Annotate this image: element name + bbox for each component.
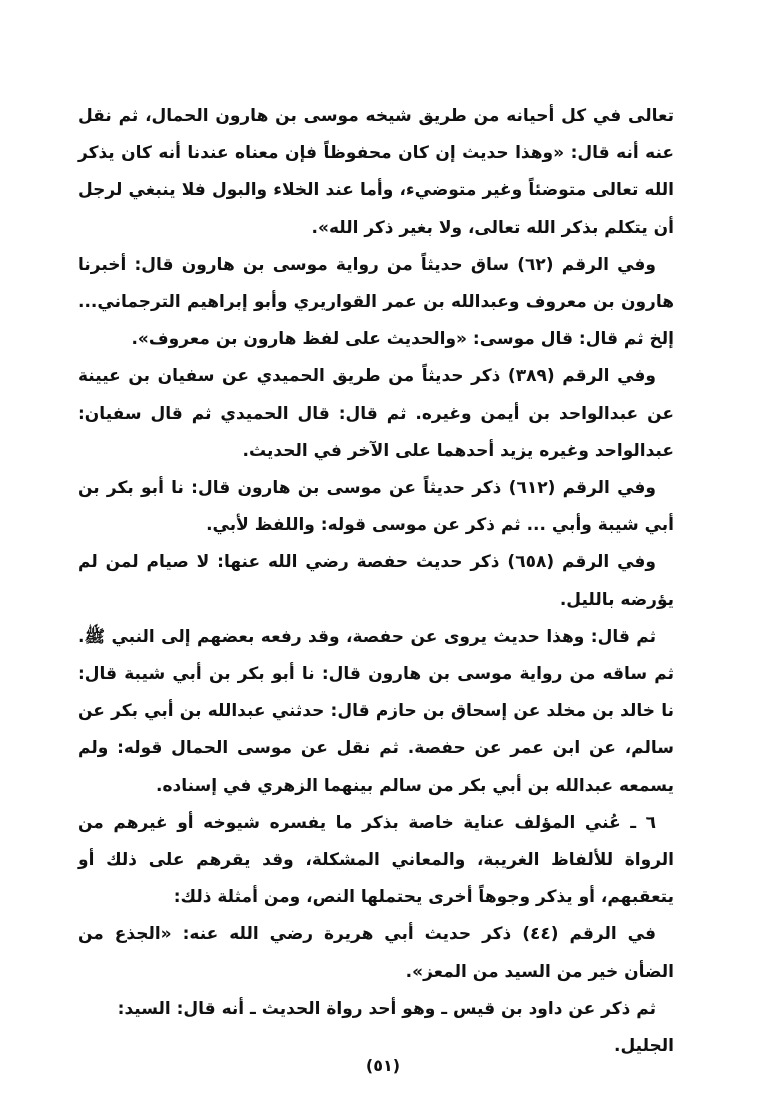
paragraph-9: ثم ذكر عن داود بن قيس ـ وهو أحد رواة الحديث ـ أنه قال: السيد: الجليل.	[117, 998, 674, 1057]
body-text	[78, 98, 674, 1065]
paragraph-3: وفي الرقم (٣٨٩) ذكر حديثاً من طريق الحميدي عن سفيان بن عيينة عن عبدالواحد بن أيمن وغيره. ثم قال: قال الحميدي ثم قال سفيان: عبدالواحد وغيره يزيد أحدهما على الآخر في الحديث.	[78, 366, 674, 461]
paragraph-1: تعالى في كل أحيانه من طريق شيخه موسى بن هارون الحمال، ثم نقل عنه أنه قال: «وهذا حديث إن كان محفوظاً فإن معناه عندنا أنه كان يذكر الله تعالى متوضئاً وغير متوضيء، وأما عند الخلاء والبول فلا ينبغي لرجل أن يتكلم بذكر الله تعالى، ولا بغير ذكر الله».	[78, 106, 674, 238]
paragraph-4: وفي الرقم (٦١٢) ذكر حديثاً عن موسى بن هارون قال: نا أبو بكر بن أبي شيبة وأبي ... ثم ذكر عن موسى قوله: واللفظ لأبي.	[78, 478, 674, 536]
page-number: (٥١)	[365, 1056, 401, 1075]
paragraph-7: ٦ ـ عُني المؤلف عناية خاصة بذكر ما يفسره شيوخه أو غيرهم من الرواة للألفاظ الغريبة، والمعاني المشكلة، وقد يقرهم على ذلك أو يتعقبهم، أو يذكر وجوهاً أخرى يحتملها النص، ومن أمثلة ذلك:	[78, 812, 674, 908]
paragraph-2: وفي الرقم (٦٢) ساق حديثاً من رواية موسى بن هارون قال: أخبرنا هارون بن معروف وعبدالله بن عمر القواريري وأبو إبراهيم الترجماني... إلخ ثم قال: قال موسى: «والحديث على لفظ هارون بن معروف».	[78, 254, 674, 350]
paragraph-8: في الرقم (٤٤) ذكر حديث أبي هريرة رضي الله عنه: «الجذع من الضأن خير من السيد من المعز».	[78, 924, 674, 982]
paragraph-6: ثم قال: وهذا حديث يروى عن حفصة، وقد رفعه بعضهم إلى النبي ﷺ. ثم ساقه من رواية موسى بن هارون قال: نا أبو بكر بن أبي شيبة قال: نا خالد بن مخلد عن إسحاق بن حازم قال: حدثني عبدالله بن أبي بكر عن سالم، عن ابن عمر عن حفصة. ثم نقل عن موسى الحمال قوله: ولم يسمعه عبدالله بن أبي بكر من سالم بينهما الزهري في إسناده.	[78, 626, 674, 796]
paragraph-5: وفي الرقم (٦٥٨) ذكر حديث حفصة رضي الله عنها: لا صيام لمن لم يؤرضه بالليل.	[78, 552, 674, 610]
